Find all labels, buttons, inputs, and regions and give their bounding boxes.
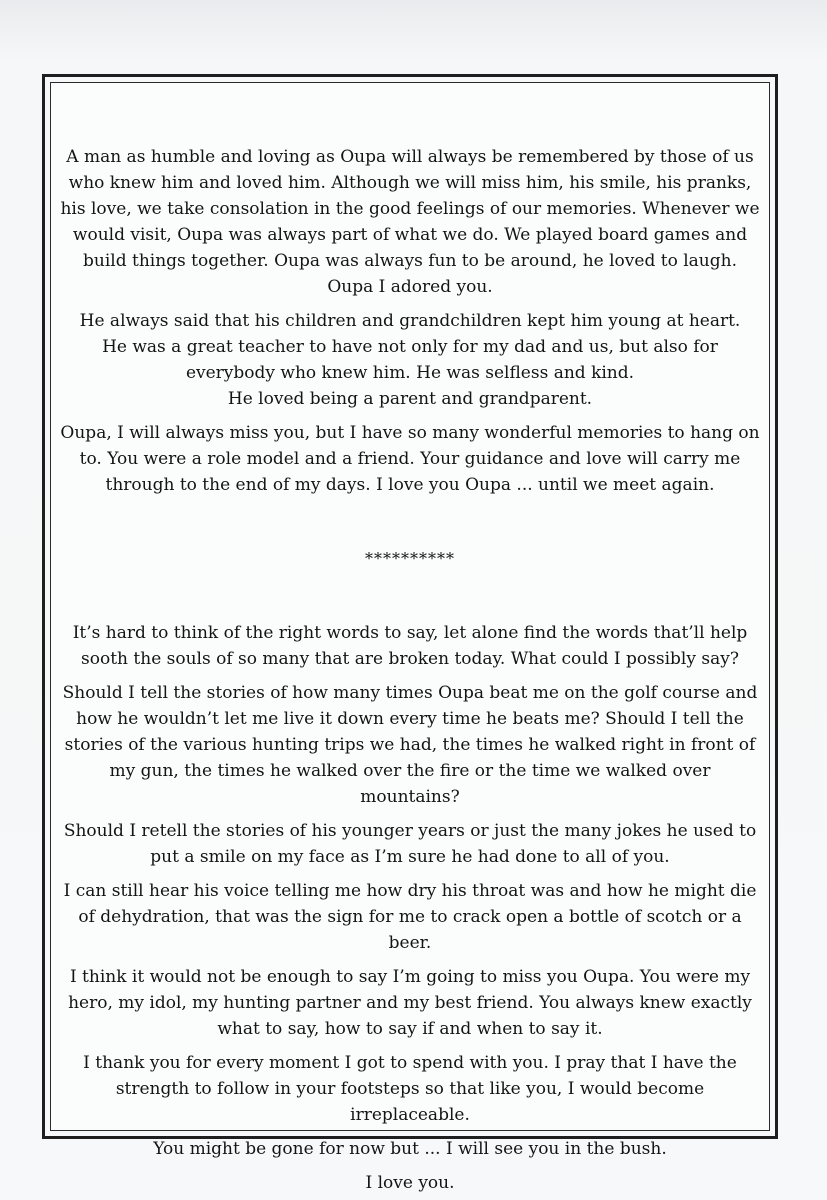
tribute-paragraph: I thank you for every moment I got to spend with you. I pray that I have the strength to follow in your footsteps so that like you, I would become irreplaceable. <box>83 1053 737 1125</box>
tribute-line: He loved being a parent and grandparent. <box>227 389 593 409</box>
tribute-text <box>58 144 762 1196</box>
tribute-paragraph: I can still hear his voice telling me how dry his throat was and how he might die of dehydration, that was the sign for me to crack open a bottle of scotch or a beer. <box>63 881 757 953</box>
tribute-line: He always said that his children and grandchildren kept him young at heart. <box>79 311 741 331</box>
tribute-paragraph: Should I retell the stories of his younger years or just the many jokes he used to put a smile on my face as I’m sure he had done to all of you. <box>63 821 757 867</box>
tribute-paragraph: A man as humble and loving as Oupa will always be remembered by those of us who knew him and loved him. Although we will miss him, his smile, his pranks, his love, we take consolation in the good feelings of our memories. Whenever we would visit, Oupa was always part of what we do. We played board games and build things together. Oupa was always fun to be around, he loved to laugh. Oupa I adored you. <box>60 147 760 297</box>
tribute-paragraph: Should I tell the stories of how many times Oupa beat me on the golf course and how he wouldn’t let me live it down every time he beats me? Should I tell the stories of the various hunting trips we had, the times he walked right in front of my gun, the times he walked over the fire or the time we walked over mountains? <box>62 683 758 807</box>
tribute-paragraph: You might be gone for now but ... I will see you in the bush. <box>153 1139 667 1159</box>
closing-line: I love you. <box>365 1173 455 1193</box>
tribute-paragraph-block <box>58 308 762 412</box>
tribute-paragraph: It’s hard to think of the right words to say, let alone find the words that’ll help sooth the souls of so many that are broken today. What could I possibly say? <box>72 623 748 669</box>
tribute-paragraph: Oupa, I will always miss you, but I have so many wonderful memories to hang on to. You were a role model and a friend. Your guidance and love will carry me through to the end of my days. I love you Oupa ... until we meet again. <box>60 423 760 495</box>
section-divider: ********** <box>365 549 455 568</box>
tribute-line: He was a great teacher to have not only for my dad and us, but also for everybody who knew him. He was selfless and kind. <box>102 337 718 383</box>
tribute-paragraph: I think it would not be enough to say I’m going to miss you Oupa. You were my hero, my idol, my hunting partner and my best friend. You always knew exactly what to say, how to say if and when to say it. <box>68 967 752 1039</box>
